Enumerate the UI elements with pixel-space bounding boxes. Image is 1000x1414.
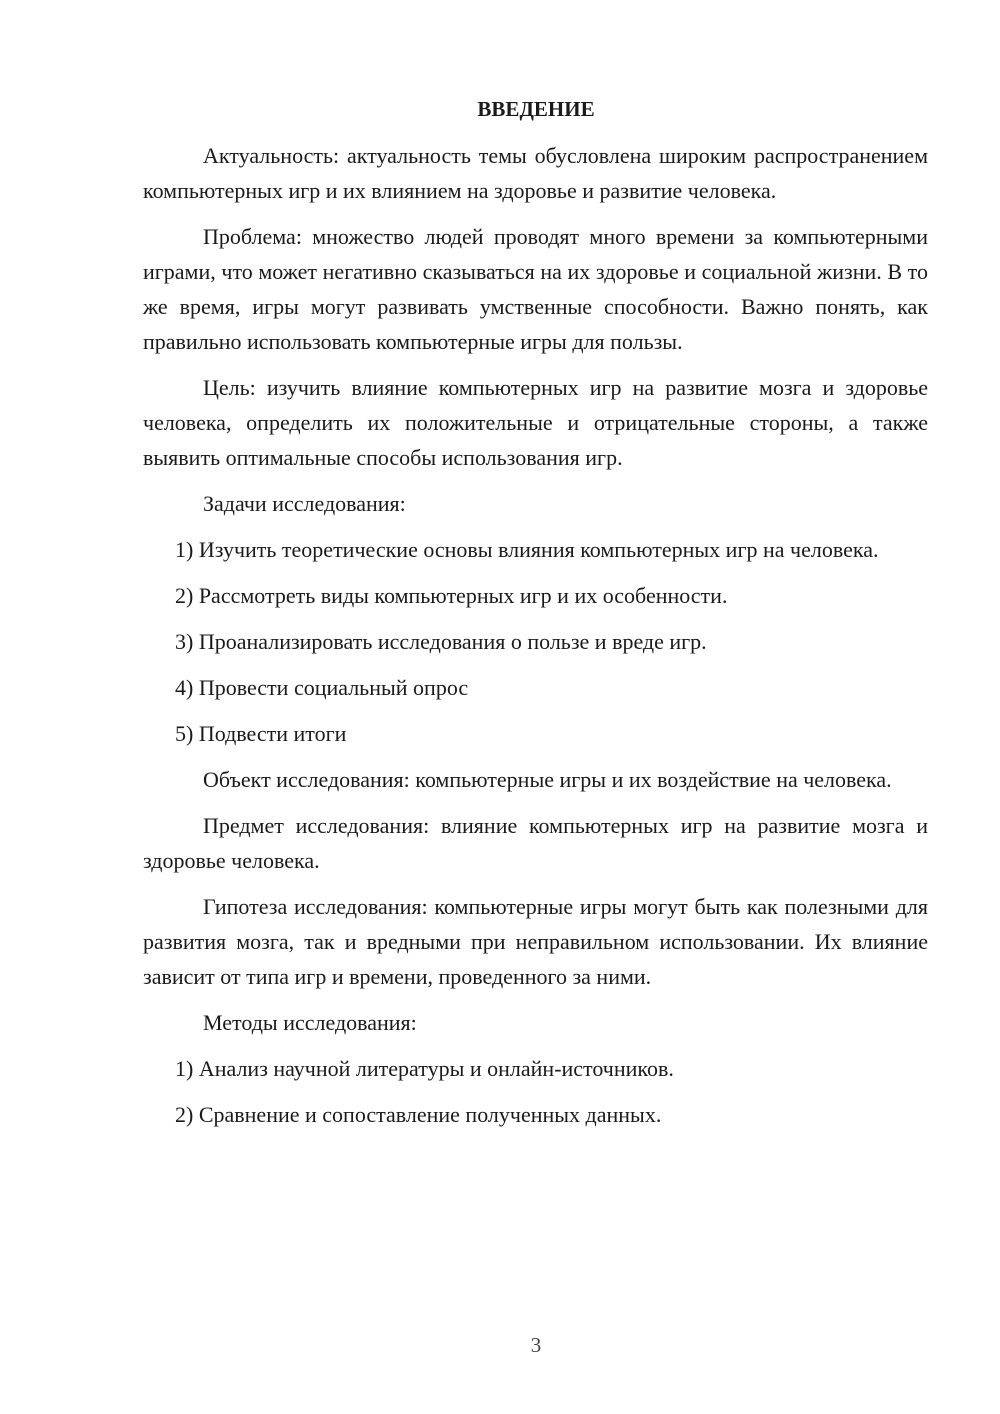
task-item-2: 2) Рассмотреть виды компьютерных игр и их особенности. [175,583,728,608]
method-item-1: 1) Анализ научной литературы и онлайн-источников. [175,1056,674,1081]
paragraph-goal: Цель: изучить влияние компьютерных игр на развитие мозга и здоровье человека, определить их положительные и отрицательные стороны, а также выявить оптимальные способы использования игр. [143,375,928,470]
task-item-4: 4) Провести социальный опрос [175,675,469,700]
paragraph-relevance: Актуальность: актуальность темы обусловлена широким распространением компьютерных игр и их влиянием на здоровье и развитие человека. [143,143,928,203]
paragraph-object: Объект исследования: компьютерные игры и их воздействие на человека. [203,767,892,792]
method-item-2: 2) Сравнение и сопоставление полученных данных. [175,1102,662,1127]
paragraph-hypothesis: Гипотеза исследования: компьютерные игры могут быть как полезными для развития мозга, так и вредными при неправильном использовании. Их влияние зависит от типа игр и времени, проведенного за ними. [143,894,928,989]
methods-heading: Методы исследования: [203,1010,417,1035]
page-number: 3 [530,1333,542,1357]
page-title: ВВЕДЕНИЕ [477,97,595,121]
task-item-1: 1) Изучить теоретические основы влияния компьютерных игр на человека. [175,537,879,562]
paragraph-problem: Проблема: множество людей проводят много времени за компьютерными играми, что может негативно сказываться на их здоровье и социальной жизни. В то же время, игры могут развивать умственные способности. Важно понять, как правильно использовать компьютерные игры для пользы. [143,224,928,354]
tasks-heading: Задачи исследования: [203,491,406,516]
task-item-3: 3) Проанализировать исследования о пользе и вреде игр. [175,629,707,654]
document-page [143,92,928,1143]
task-item-5: 5) Подвести итоги [175,721,347,746]
paragraph-subject: Предмет исследования: влияние компьютерных игр на развитие мозга и здоровье человека. [143,813,928,873]
